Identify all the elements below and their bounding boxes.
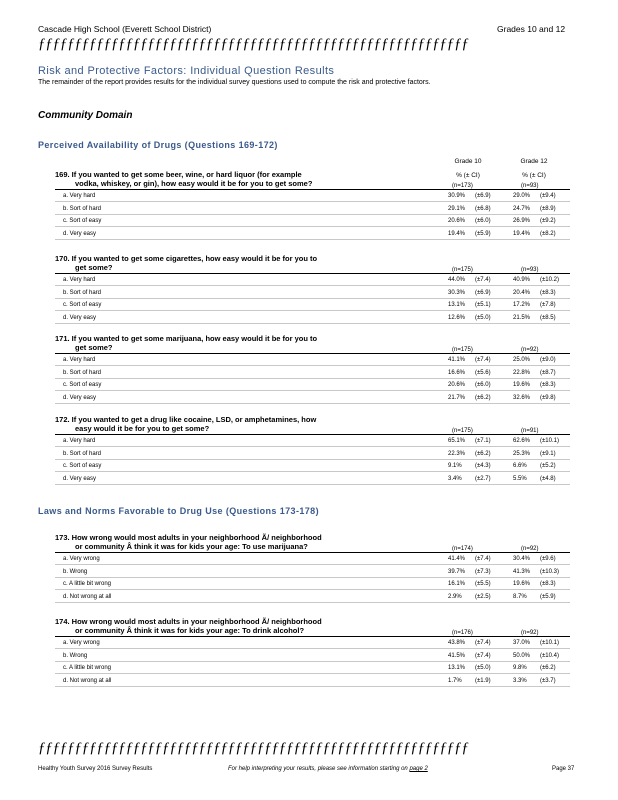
answer-label: b. Sort of hard [63, 369, 102, 376]
answer-label: b. Wrong [63, 568, 88, 575]
question-text: 171. If you wanted to get some marijuana, how easy would it be for you to [55, 334, 318, 343]
answer-row [55, 662, 570, 674]
grade12-percent: 41.3% [513, 568, 531, 575]
grade10-ci: (±1.9) [475, 677, 491, 684]
question-text: 169. If you wanted to get some beer, wine, or hard liquor (for example [55, 170, 302, 179]
answer-label: a. Very hard [63, 438, 96, 444]
question-text: 172. If you wanted to get a drug like cocaine, LSD, or amphetamines, how [55, 415, 317, 424]
grade12-percent: 22.8% [513, 369, 531, 376]
answer-row [55, 379, 570, 391]
answer-row [55, 203, 570, 215]
grade12-percent: 26.9% [513, 218, 531, 224]
answer-row [55, 553, 570, 565]
answer-row [55, 190, 570, 202]
answer-row [55, 215, 570, 227]
grade12-percent: 50.0% [513, 652, 531, 659]
question-text-cont: get some? [75, 263, 113, 272]
question-text: 170. If you wanted to get some cigarettes, how easy would it be for you to [55, 254, 318, 263]
grade12-ci: (±8.7) [540, 369, 556, 376]
grade12-ci: (±8.3) [540, 289, 556, 296]
answer-row [55, 578, 570, 590]
grade10-percent: 39.7% [448, 568, 466, 575]
grade12-ci: (±8.5) [540, 314, 556, 321]
grade10-percent: 41.4% [448, 556, 466, 562]
intro-text: The remainder of the report provides results for the individual survey questions used to compute the risk and protective factors. [38, 79, 431, 86]
grade10-ci: (±5.0) [475, 314, 491, 321]
answer-row [55, 354, 570, 366]
grade10-percent: 9.1% [448, 463, 462, 469]
grade10-ci: (±7.4) [475, 357, 491, 363]
grade10-pct-header: % (± CI) [456, 172, 480, 179]
grade12-percent: 6.6% [513, 463, 527, 469]
grade10-header: Grade 10 [454, 158, 482, 165]
grade10-percent: 3.4% [448, 475, 462, 482]
grade10-ci: (±7.4) [475, 652, 491, 659]
grade10-ci: (±5.0) [475, 665, 491, 671]
n-grade10: (n=174) [452, 546, 473, 552]
answer-row [55, 591, 570, 603]
grade10-ci: (±5.6) [475, 369, 491, 376]
n-grade12: (n=92) [521, 347, 539, 353]
subsection-title: Laws and Norms Favorable to Drug Use (Questions 173-178) [38, 506, 319, 516]
grade10-ci: (±7.4) [475, 640, 491, 646]
grade12-ci: (±10.4) [540, 652, 559, 659]
grade10-percent: 19.4% [448, 230, 466, 237]
grades-label: Grades 10 and 12 [497, 24, 566, 34]
answer-label: d. Very easy [63, 394, 97, 401]
n-grade12: (n=92) [521, 630, 539, 636]
grade12-percent: 8.7% [513, 593, 527, 600]
grade12-percent: 19.6% [513, 382, 531, 388]
school-name: Cascade High School (Everett School District) [38, 24, 212, 34]
grade10-ci: (±6.9) [475, 193, 491, 199]
answer-label: d. Very easy [63, 314, 97, 321]
answer-label: c. Sort of easy [63, 382, 102, 388]
grade12-percent: 17.2% [513, 302, 531, 308]
answer-label: a. Very wrong [63, 640, 100, 646]
grade10-percent: 30.9% [448, 193, 466, 199]
grade12-ci: (±9.0) [540, 357, 556, 363]
answer-label: b. Sort of hard [63, 289, 102, 296]
grade12-percent: 5.5% [513, 475, 527, 482]
n-grade10: (n=173) [452, 183, 473, 189]
grade12-percent: 25.3% [513, 450, 531, 457]
grade12-percent: 32.6% [513, 394, 531, 401]
n-grade12: (n=91) [521, 428, 539, 434]
grade10-ci: (±5.5) [475, 581, 491, 587]
grade12-ci: (±10.1) [540, 640, 559, 646]
grade12-ci: (±8.9) [540, 205, 556, 212]
answer-label: d. Not wrong at all [63, 677, 112, 684]
grade10-ci: (±6.8) [475, 205, 491, 212]
question-text: 174. How wrong would most adults in your neighborhood Ã/ neighborhood [55, 617, 322, 626]
answer-row [55, 473, 570, 485]
n-grade12: (n=92) [521, 546, 539, 552]
grade10-ci: (±6.2) [475, 394, 491, 401]
answer-row [55, 566, 570, 578]
grade12-ci: (±10.2) [540, 277, 559, 283]
page-number: Page 37 [552, 766, 575, 772]
grade12-percent: 29.0% [513, 193, 531, 199]
grade12-ci: (±9.4) [540, 193, 556, 199]
grade12-pct-header: % (± CI) [522, 172, 546, 179]
grade10-percent: 44.0% [448, 277, 466, 283]
question-text-cont: or community Â think it was for kids your age: To use marijuana? [75, 542, 308, 551]
n-grade10: (n=175) [452, 428, 473, 434]
grade12-ci: (±5.9) [540, 593, 556, 600]
page-link[interactable]: page 2 [409, 766, 428, 772]
grade12-ci: (±8.3) [540, 382, 556, 388]
answer-row [55, 435, 570, 447]
grade12-ci: (±9.2) [540, 218, 556, 224]
grade10-percent: 13.1% [448, 665, 466, 671]
answer-row [55, 287, 570, 299]
question-text-cont: or community Â think it was for kids your age: To drink alcohol? [75, 626, 305, 635]
answer-label: b. Wrong [63, 652, 88, 659]
grade10-ci: (±7.3) [475, 568, 491, 575]
answer-label: b. Sort of hard [63, 450, 102, 457]
grade10-ci: (±6.0) [475, 382, 491, 388]
grade10-percent: 2.9% [448, 593, 462, 600]
footer-help-text: For help interpreting your results, please see information starting on [228, 766, 408, 772]
grade10-percent: 65.1% [448, 438, 466, 444]
answer-row [55, 274, 570, 286]
grade10-ci: (±4.3) [475, 463, 491, 469]
question-text: 173. How wrong would most adults in your neighborhood Ã/ neighborhood [55, 533, 322, 542]
grade12-ci: (±3.7) [540, 677, 556, 684]
answer-label: c. A little bit wrong [63, 665, 112, 671]
grade12-percent: 21.5% [513, 314, 531, 321]
grade12-percent: 19.4% [513, 230, 531, 237]
grade10-ci: (±6.0) [475, 218, 491, 224]
answer-label: a. Very hard [63, 357, 96, 363]
grade12-percent: 3.3% [513, 677, 527, 684]
grade10-percent: 30.3% [448, 289, 466, 296]
grade10-percent: 43.8% [448, 640, 466, 646]
answer-row [55, 637, 570, 649]
answer-row [55, 367, 570, 379]
answer-label: d. Very easy [63, 475, 97, 482]
footer-help [228, 766, 428, 772]
grade10-ci: (±6.9) [475, 289, 491, 296]
grade10-percent: 21.7% [448, 394, 466, 401]
grade12-ci: (±6.2) [540, 665, 556, 671]
answer-label: c. Sort of easy [63, 218, 102, 224]
grade12-percent: 25.0% [513, 357, 531, 363]
grade10-percent: 16.6% [448, 369, 466, 376]
grade10-percent: 41.5% [448, 652, 466, 659]
n-grade12: (n=93) [521, 267, 539, 273]
grade10-percent: 16.1% [448, 581, 466, 587]
grade10-percent: 22.3% [448, 450, 466, 457]
footer-decoration: ƒƒƒƒƒƒƒƒƒƒƒƒƒƒƒƒƒƒƒƒƒƒƒƒƒƒƒƒƒƒƒƒƒƒƒƒƒƒƒƒƒƒƒƒƒƒƒƒƒƒƒƒƒƒƒƒƒƒƒ [38, 740, 469, 756]
grade10-percent: 20.6% [448, 218, 466, 224]
grade10-percent: 41.1% [448, 357, 466, 363]
grade10-ci: (±2.5) [475, 593, 491, 600]
answer-row [55, 299, 570, 311]
grade12-ci: (±8.3) [540, 581, 556, 587]
section-title: Risk and Protective Factors: Individual Question Results [38, 65, 335, 77]
question-text-cont: get some? [75, 343, 113, 352]
grade12-ci: (±8.2) [540, 230, 556, 237]
grade12-header: Grade 12 [520, 158, 548, 165]
grade12-percent: 19.6% [513, 581, 531, 587]
answer-label: c. A little bit wrong [63, 581, 112, 587]
answer-row [55, 675, 570, 687]
domain-title: Community Domain [38, 110, 133, 121]
subsection-title: Perceived Availability of Drugs (Questions 169-172) [38, 140, 278, 150]
grade12-ci: (±9.6) [540, 556, 556, 562]
answer-row [55, 650, 570, 662]
answer-label: a. Very wrong [63, 556, 100, 562]
grade10-ci: (±6.2) [475, 450, 491, 457]
grade12-percent: 30.4% [513, 556, 531, 562]
answer-label: d. Not wrong at all [63, 593, 112, 600]
grade10-ci: (±5.9) [475, 230, 491, 237]
grade12-percent: 20.4% [513, 289, 531, 296]
grade12-ci: (±4.8) [540, 475, 556, 482]
grade10-percent: 13.1% [448, 302, 466, 308]
n-grade10: (n=176) [452, 630, 473, 636]
grade10-percent: 12.6% [448, 314, 466, 321]
answer-row [55, 392, 570, 404]
footer-left: Healthy Youth Survey 2016 Survey Results [38, 766, 153, 772]
question-text-cont: easy would it be for you to get some? [75, 424, 210, 433]
grade10-percent: 1.7% [448, 677, 462, 684]
grade12-ci: (±9.8) [540, 394, 556, 401]
grade12-ci: (±10.1) [540, 438, 559, 444]
grade10-percent: 20.6% [448, 382, 466, 388]
grade10-ci: (±5.1) [475, 302, 491, 308]
question-text-cont: vodka, whiskey, or gin), how easy would it be for you to get some? [75, 179, 313, 188]
answer-row [55, 460, 570, 472]
answer-label: d. Very easy [63, 230, 97, 237]
answer-label: b. Sort of hard [63, 205, 102, 212]
grade12-ci: (±5.2) [540, 463, 556, 469]
grade12-ci: (±7.8) [540, 302, 556, 308]
grade12-ci: (±10.3) [540, 568, 559, 575]
answer-label: c. Sort of easy [63, 302, 102, 308]
grade10-ci: (±7.4) [475, 277, 491, 283]
grade12-percent: 9.8% [513, 665, 527, 671]
grade12-ci: (±9.1) [540, 450, 556, 457]
answer-label: c. Sort of easy [63, 463, 102, 469]
grade10-ci: (±7.1) [475, 438, 491, 444]
n-grade12: (n=93) [521, 183, 539, 189]
answer-label: a. Very hard [63, 277, 96, 283]
answer-row [55, 228, 570, 240]
answer-label: a. Very hard [63, 193, 96, 199]
grade12-percent: 37.0% [513, 640, 531, 646]
n-grade10: (n=175) [452, 267, 473, 273]
grade12-percent: 62.6% [513, 438, 531, 444]
grade12-percent: 24.7% [513, 205, 531, 212]
answer-row [55, 448, 570, 460]
header-decoration: ƒƒƒƒƒƒƒƒƒƒƒƒƒƒƒƒƒƒƒƒƒƒƒƒƒƒƒƒƒƒƒƒƒƒƒƒƒƒƒƒƒƒƒƒƒƒƒƒƒƒƒƒƒƒƒƒƒƒƒ [38, 36, 469, 52]
answer-row [55, 312, 570, 324]
grade10-ci: (±7.4) [475, 556, 491, 562]
grade10-percent: 29.1% [448, 205, 466, 212]
n-grade10: (n=175) [452, 347, 473, 353]
grade10-ci: (±2.7) [475, 475, 491, 482]
grade12-percent: 40.9% [513, 277, 531, 283]
